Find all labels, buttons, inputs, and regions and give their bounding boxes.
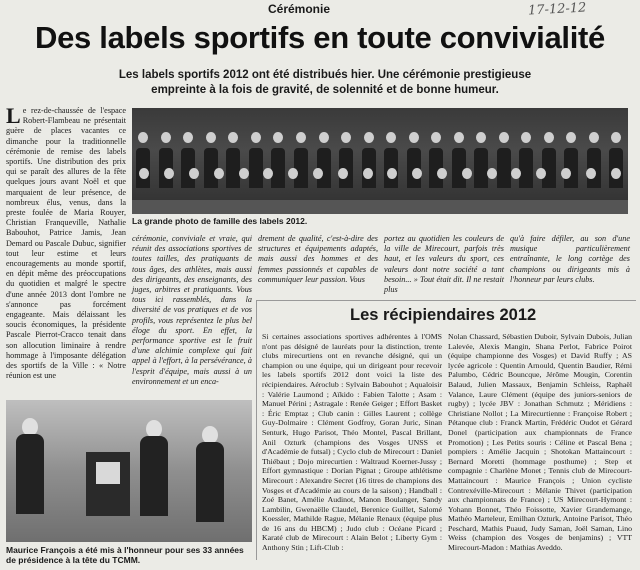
article-col-2: drement de qualité, c'est-à-dire des structures et équipements adaptés, mais aussi des hommes et des femmes passionnés et capables de communiquer leur passion. Vous (258, 234, 378, 284)
stage-floor (132, 200, 628, 214)
article-col-1: cérémonie, conviviale et vraie, qui réunit des associations sportives de toutes tailles, des pratiquants de tous âges, des athlètes, mais aussi des dirigeants, des enseignants, des juges, arbitres et pratiquants. Vous tous ici rassemblés, dans la diversité de vos pratiques et de vos profils, vous représentez le plus bel éloge du sport. En effet, la performance sportive est le fruit d'une alchimie complexe qui fait appel à l'effort, à la persévérance, à l'esprit d'équipe, mais aussi à un environnement et un enca- (132, 234, 252, 386)
honoree-photo (6, 400, 252, 542)
bottom-caption: Maurice François a été mis à l'honneur pour ses 33 années de présidence à la tête du TCMM. (6, 545, 244, 565)
deck: Les labels sportifs 2012 ont été distribués hier. Une cérémonie prestigieuse empreinte à la fois de gravité, de solennité et de bonne humeur. (118, 69, 532, 96)
photo-caption: La grande photo de famille des labels 2012. (132, 216, 308, 226)
crowd-heads-front (132, 168, 628, 179)
box-rule-top (256, 300, 636, 301)
recipients-col-1: Si certaines associations sportives adhérentes à l'OMS n'ont pas désigné de lauréats pour la distinction, trente clubs mirecurtiens ont en revanche désigné, qui un champion ou une équipe, qui un dirigeant pour recevoir les labels sportifs 2012 dont voici la liste des récipiendaires. Aéroclub : Sylvain Babouhot ; Aqualoisir : Valérie Laumond ; Aïkido : Fabien Talotte ; Asam : Manuel Périni ; Astragale : Renée Geiger ; Effort Basket : Éric Emptaz ; Club canin : Gilles Laurent ; collège Guy-Dolmaire : Clément Godfroy, Goran Juric, Sinan Senturk, Hugo Parisot, Théo Montel, Pascal Brillant, Anil Ozturk (champions des Vosges UNSS et d'Académie de futsal) ; Cyclo club de Mirecourt : Daniel Thiébaut ; Dojo mirecurtien : Waltraud Koerner-Jussy ; Effort gymnastique : Dorian Pignat ; Groupe athlétisme Mirecourt : Alexandre Secret (16 titres de champions des Vosges et d'Académie au cours de la saison) ; Handball : Zoé Banet, Amélie Audinot, Manon Boulanger, Sandy Lambilin, Gwenaëlle Claudel, Berenice Guillet, Salomé Koessler, Mathilde Rague, Mélanie Renaux (équipe plus de 16 ans du HBCM) ; Judo club : Océane Picard ; Karaté club de Mirecourt : Alain Belot ; Liberty Gym : Anthony Stin ; Lift-Club : (262, 332, 442, 553)
recipients-col-2: Nolan Chassard, Sébastien Duboir, Sylvain Dubois, Julian Lalevée, Alexis Mangin, Shana Perlot, Fabrice Poirot (équipe championne des Vosges) et David Ruffy ; AS lycée agricole : Quentin Arnould, Quentin Baudier, Rémi Palumbo, Cédric Bouncque, Jérôme Mougin, Corentin Balaud, Julien Massaux, Benjamin Schleiss, Raphaël Valance, Laure Clément (équipe des juniors-seniors de rugby) ; lycée JBV : Jonathan Schmutz ; Méridiens : Christiane Nollot ; La Mirecurtienne : Françoise Robert ; Pétanque club : Franck Martin, Frédéric Oudot et Gérard Donel (participation aux championnats de France Promotion) ; Les Petits souris : Céline et Pascal Bena ; pompiers : Amélie Jacquin ; Shotokan Mattaincourt : Bernard Moretti (hommage posthume) ; Step et compagnie : Charlène Monet ; Tennis club de Mirecourt-Mattaincourt : Maurice François ; Union cycliste Contrexéville-Mirecourt : Mélanie Thivet (participation aux championnats de France) ; US Mirecourt-Hymont : Yohann Bonnet, Théo Foissotte, Xavier Grandemange, Mathéo Marteleur, Emilhan Ozturk, Antoine Parisot, Théo Peschard, Mathis Puaud, Judy Saman, Joël Saman, Lino Weiss (champion des Vosges de benjamins) ; VTT Mirecourt-Madon : Mathias Aveddo. (448, 332, 632, 553)
box-rule-left (256, 300, 257, 560)
podium-logo (96, 462, 120, 484)
group-photo (132, 108, 628, 214)
article-col-4: qu'à faire défiler, au son d'une musique particulièrement entraînante, le long cortège des champions ou dirigeants mis à l'honneur par leurs clubs. (510, 234, 630, 284)
article-col-3: portez au quotidien les couleurs de la ville de Mirecourt, parfois très haut, et les valeurs du sport, ces valeurs dont notre société a tant besoin... » Tout était dit. Il ne restait plus (384, 234, 504, 295)
left-column (6, 103, 126, 381)
dropcap: L (6, 103, 21, 128)
handwritten-date: 17-12-12 (527, 0, 587, 19)
recipients-title: Les récipiendaires 2012 (350, 306, 537, 324)
section-tag: Cérémonie (268, 2, 331, 16)
crowd-heads-back (132, 132, 628, 143)
left-column-text: e rez-de-chaussée de l'espace Robert-Flambeau ne présentait guère de places vacantes ce dimanche pour la traditionnelle cérémonie de remise des labels sportifs. Une distribution des prix qui se paraît des allures de la fête quelques jours avant Noël et que marquaient de leur présence, de nombreux élus, venus, dans la preste foulée de Maria Rouyer, Christian Franqueville, Nathalie Babouhot, Patrice Jamis, Jean Demard ou Pascale Dubuc, signifier tout leur estime et leurs encouragements au monde sportif, en dépit même des préoccupations du quotidien et malgré le spectre d'une année 2013 dont l'ombre ne s'annonce pas forcément engageante. Mais délaissant les soucis économiques, la présidente Pascale Pierrot-Cracco tenait dans son allocution liminaire à rendre hommage à l'imposante délégation des sportifs de la Ville : « Notre réunion est une (6, 106, 126, 381)
headline: Des labels sportifs en toute convivialité (35, 20, 605, 55)
